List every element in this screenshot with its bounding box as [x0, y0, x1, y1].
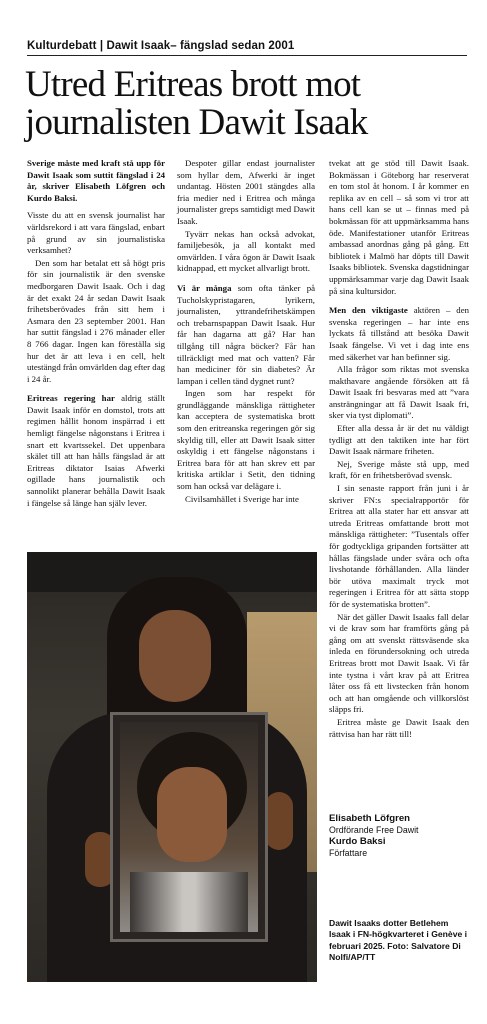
author-name: Kurdo Baksi [329, 836, 386, 847]
article-column-3 [329, 158, 469, 741]
paragraph [329, 305, 469, 363]
author-role: Ordförande Free Dawit [329, 824, 419, 835]
kicker-divider [27, 55, 467, 56]
paragraph [177, 283, 315, 387]
article-photo [27, 552, 317, 982]
paragraph: tvekat att ge stöd till Dawit Isaak. Bokmässan i Göteborg har reserverat en tom stol åt honom. I år kommer en replika av en cell – så som vi tror att hans cell kan se ut – finnas med på bokmässan för att uppmärksamma hans öde. Manifestationer utanför Eritreas ambassad anordnas gång på gång. Ett bibliotek i Malmö har döpts till Dawit Isaaks bibliotek. Svenska dagstidningar uppmärksammar varje dag Dawit Isaak på sina kultursidor. [329, 158, 469, 296]
paragraph-text: aldrig ställt Dawit Isaak inför en domstol, trots att regimen hållit honom inspärrad i ett hemligt fängelse någonstans i Eritrea i snart ett kvartssekel. Det uppenbara skälet till att han hålls fängslad är att Eritreas diktator Isaias Afwerki ogillade hans journalistik och sannolikt planerar behålla Dawit Isaak i fängelse så länge han själv lever. [27, 393, 165, 508]
paragraph-text: aktören – den svenska regeringen – har inte ens lyckats få tillstånd att besöka Dawit Isaak fängelse. Vi vet i dag inte ens med säkerhet var han befinner sig. [329, 305, 469, 362]
paragraph: När det gäller Dawit Isaaks fall delar vi de krav som har framförts gång på gång om att svenskt rättsväsende ska inleda en förundersokning och utreda Eritreas brott mot Dawit Isaak. Vi får inte tystna i vårt krav på att Eritrea låter oss få ett livstecken från honom och att han omgående och villkorslöst släpps fri. [329, 611, 469, 715]
paragraph: Nej, Sverige måste stå upp, med kraft, för en frihetsberövad svensk. [329, 458, 469, 481]
paragraph: Eritrea måste ge Dawit Isaak den rättvisa han har rätt till! [329, 716, 469, 739]
caption-text: Dawit Isaaks dotter Betlehem Isaak i FN-högkvarteret i Genève i februari 2025. [329, 918, 468, 951]
photo-caption [329, 918, 469, 964]
article-lead: Sverige måste med kraft stå upp för Dawit Isaak som suttit fängslad i 24 år, skriver Elisabeth Löfgren och Kurdo Baksi. [27, 158, 165, 203]
paragraph: Efter alla dessa år är det nu väldigt tydligt att den taktiken inte har fört Dawit Isaak närmare friheten. [329, 423, 469, 457]
article-column-1 [27, 158, 165, 510]
subheading: Men den viktigaste [329, 305, 408, 316]
paragraph: Tyvärr nekas han också advokat, familjebesök, ja all kontakt med omvärlden. I våra ögon är Dawit Isaak kidnappad, ett mycket allvarligt brott. [177, 228, 315, 274]
paragraph: Ingen som har respekt för grundläggande mänskliga rättigheter kan acceptera de systematiska brott som den eritreanska regeringen gör sig skyldig till, eller att Dawit Isaak sitter oskyldig i ett fängelse någonstans i Eritrea bara för att han skrev ett par kritiska artiklar i Setit, den tidning som han också var delägare i. [177, 388, 315, 492]
paragraph: Despoter gillar endast journalister som hyllar dem, Afwerki är inget undantag. Hösten 2001 stängdes alla fria medier ned i Eritrea och många journalister greps samtidigt med Dawit Isaak. [177, 158, 315, 226]
paragraph-text: som ofta tänker på Tucholskypristagaren, lyrikern, journalisten, yttrandefrihetskämpen och trebarnspappan Dawit Isaak. Hur får han dagarna att gå? Har han tillgång till några böcker? Får han tillräckligt med mat och vatten? Får han mediciner för sin diabetes? Är lampan i cellen tänd dygnet runt? [177, 282, 315, 386]
author-name: Elisabeth Löfgren [329, 813, 411, 824]
subheading: Eritreas regering har [27, 393, 115, 404]
paragraph: Alla frågor som riktas mot svenska makthavare angående försöken att få Dawit Isaak fri besvaras med att ”vara ansträngningar att få Dawit Isaak fri, sker via tyst diplomati”. [329, 364, 469, 421]
paragraph: Civilsamhället i Sverige har inte [185, 493, 299, 504]
portrait-face [157, 767, 227, 862]
paragraph: I sin senaste rapport från juni i år skriver FN:s specialrapportör för Eritrea att alla stater har ett ansvar att utreda Eritreas omfattande brott mot mänskliga rättigheter: ”Tusentals offer för godtyckliga gripanden fortsätter att hållas fängslade under svåra och ofta livshotande förhållanden. Alla länder bör utöva maximalt tryck mot regeringen i Eritrea för att sätta stopp för de systematiska brotten”. [329, 483, 469, 609]
person-face [139, 610, 211, 702]
article-column-2 [177, 158, 315, 506]
portrait-shirt [130, 872, 248, 932]
photo-credit: Foto: Salvatore Di Nolfi/AP/TT [329, 940, 461, 963]
section-kicker: Kulturdebatt | Dawit Isaak– fängslad sedan 2001 [27, 40, 295, 52]
article-headline: Utred Eritreas brott mot journalisten Dawit Isaak [25, 64, 368, 143]
paragraph: Visste du att en svensk journalist har världsrekord i att vara fängslad, enbart på grund av sin journalistiska verksamhet? [27, 210, 165, 256]
subheading: Vi är många [177, 282, 232, 293]
paragraph [27, 393, 165, 509]
author-signature [329, 813, 469, 859]
author-role: Författare [329, 847, 368, 858]
person-hand [265, 792, 293, 850]
paragraph: Den som har betalat ett så högt pris för sin journalistik är den svenske medborgaren Dawit Isaak. Och i dag är det exakt 24 år sedan Dawit Isaak frihetsberövades från sitt hem i Asmara den 23 september 2001. Han har suttit fängslad i 276 månader eller 8 766 dagar. Ingen kan föreställa sig hur det är att leva i en cell, helt utestängd från omvärlden dag efter dag i 24 år. [27, 257, 166, 384]
